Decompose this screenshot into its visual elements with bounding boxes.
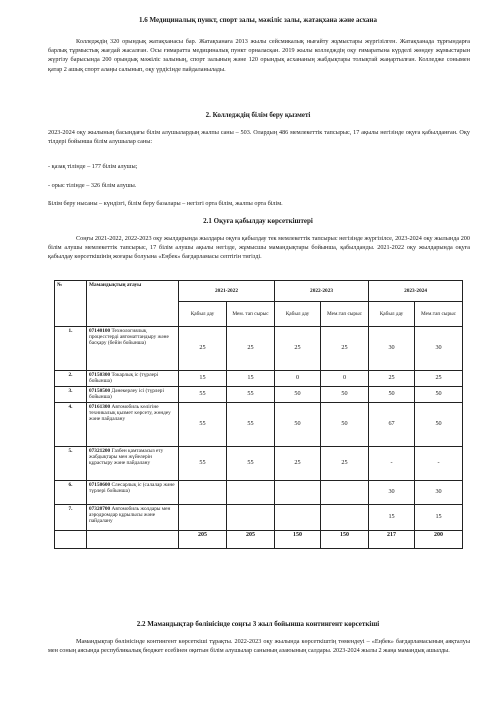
total-value: 200 — [415, 531, 463, 549]
table-row — [55, 371, 463, 387]
section-2-1-text: Соңғы 2021-2022, 2022-2023 оқу жылдарында жылдары оқуға қабылдау тек мемлекеттік тапсырыс негізінде жүргізілсе, 2023-2024 оқу жылында 200 білім алушы мемлекеттік тапсырыс, 17 білім алушы ақылы негізде, жұмысшы мамандықтары бойынша, қабылданды. 2021-2022 оқу жылдарында оқуға қабылдау көрсеткішінің жоғары болуына «Еңбек» бағдарламасы септігін тигізді. — [48, 235, 470, 261]
row-no: 2. — [55, 371, 87, 387]
specialty-name: Технологиялық процесстерді автоматтандыру және басқару (бейін бойынша) — [89, 328, 169, 347]
table-row — [55, 403, 463, 447]
cell-value: 25 — [369, 371, 415, 387]
specialty-name: Токарлық іс (түрлері бойынша) — [89, 372, 159, 385]
specialty-name: Автомобиль көлігіне техникалық қызмет көрсету, жөндеу және пайдалану — [89, 404, 171, 423]
section-2-title: 2. Колледждің білім беру қызметі — [205, 111, 311, 119]
row-specialty — [87, 327, 179, 371]
row-specialty — [87, 505, 179, 531]
row-no: 3. — [55, 387, 87, 403]
sub-admission: Қабыл дау — [275, 302, 321, 327]
cell-value: 50 — [415, 387, 463, 403]
table-row — [55, 327, 463, 371]
header-year-1: 2021-2022 — [179, 281, 275, 302]
specialty-code: 07140100 — [89, 328, 111, 334]
cell-value: 25 — [415, 371, 463, 387]
total-value: 150 — [321, 531, 369, 549]
section-2-1-body — [48, 234, 470, 262]
cell-value — [179, 505, 227, 531]
cell-value: 25 — [275, 447, 321, 481]
cell-value: 67 — [369, 403, 415, 447]
cell-value: 15 — [369, 505, 415, 531]
cell-value: 50 — [369, 387, 415, 403]
specialty-name: Слесарлық іс (салалар және түрлері бойынша) — [89, 482, 175, 495]
table-row — [55, 387, 463, 403]
header-year-3: 2023-2024 — [369, 281, 463, 302]
cell-value: 55 — [179, 403, 227, 447]
table-header-row — [55, 281, 463, 302]
row-specialty — [87, 481, 179, 505]
total-value: 205 — [179, 531, 227, 549]
totals-row — [55, 531, 463, 549]
cell-value: 30 — [369, 481, 415, 505]
sub-state-order: Мем. тап сырыс — [227, 302, 275, 327]
section-2-2-title: 2.2 Мамандықтар бөлінісінде соңғы 3 жыл бойынша контингент көрсеткіші — [136, 620, 380, 628]
cell-value: 55 — [227, 447, 275, 481]
total-value: 205 — [227, 531, 275, 549]
cell-value: 15 — [227, 371, 275, 387]
cell-value: 50 — [321, 403, 369, 447]
specialty-code: 07150300 — [89, 372, 111, 378]
table-row — [55, 447, 463, 481]
specialty-name: Газбен қамтамасыз ету жабдықтары мен жүйелерін құрастыру және пайдалану — [89, 448, 164, 467]
cell-value — [321, 481, 369, 505]
cell-value — [179, 481, 227, 505]
row-no: 1. — [55, 327, 87, 371]
cell-value: 55 — [227, 387, 275, 403]
totals-blank — [55, 531, 87, 549]
table-row — [55, 481, 463, 505]
specialty-code: 07320700 — [89, 506, 111, 512]
section-2-1-title: 2.1 Оқуға қабылдау көрсеткіштері — [203, 217, 313, 225]
cell-value — [275, 505, 321, 531]
sub-state-order: Мем.тап сырыс — [415, 302, 463, 327]
cell-value: 50 — [321, 387, 369, 403]
specialty-name: Автомобиль жолдары мен аэродромдар құрылысы және пайдалану — [89, 506, 171, 525]
cell-value: - — [369, 447, 415, 481]
section-2-2-body — [48, 637, 470, 655]
section-1-6-title: 1.6 Медициналық пункт, спорт залы, мәжіліс залы, жатақхана және асхана — [139, 16, 377, 24]
cell-value: 15 — [179, 371, 227, 387]
totals-blank — [87, 531, 179, 549]
cell-value: 15 — [415, 505, 463, 531]
section-1-6-text: Колледждің 320 орындық жатақханасы бар. Жатақханаға 2013 жылы сейсмикалық нығайту жұмыстары жүргізілген. Жатақханада тұрғындарға барлық тұрмыстық жағдай жасалған. Осы ғимаратта медициналық пункт орналасқан. 2019 жылы колледждің оқу ғимаратына күрделі жөндеу жұмыстарын жүргізу барысында 200 орындық мәжіліс залының, спорт залының және 120 орындық асхананың жабдықтары толықтай жаңартылған. Колледже сонымен қатар 2 ашық спорт алаңы салынып, оқу үрдісінде пайдаланылады. — [48, 38, 470, 73]
cell-value: 0 — [321, 371, 369, 387]
total-value: 150 — [275, 531, 321, 549]
section-2-body: 2023-2024 оқу жылының басындағы білім алушылардың жалпы саны – 503. Олардың 486 мемлекеттік тапсырыс, 17 ақылы негізінде оқуға қабылданған. Оқу тілдері бойынша білім алушылар саны: — [48, 129, 470, 146]
specialty-code: 07150500 — [89, 388, 111, 394]
sub-admission: Қабыл дау — [179, 302, 227, 327]
section-1-6-body — [48, 37, 470, 74]
row-no: 4. — [55, 403, 87, 447]
header-year-2: 2022-2023 — [275, 281, 369, 302]
cell-value: 50 — [275, 387, 321, 403]
row-specialty — [87, 403, 179, 447]
kazakh-count: - қазақ тілінде – 177 білім алушы; — [48, 163, 138, 170]
row-no: 6. — [55, 481, 87, 505]
row-no: 5. — [55, 447, 87, 481]
cell-value: 25 — [227, 327, 275, 371]
cell-value: 25 — [275, 327, 321, 371]
cell-value — [275, 481, 321, 505]
cell-value: 25 — [179, 327, 227, 371]
cell-value: 0 — [275, 371, 321, 387]
row-specialty — [87, 387, 179, 403]
row-specialty — [87, 447, 179, 481]
cell-value — [227, 481, 275, 505]
row-specialty — [87, 371, 179, 387]
cell-value: 50 — [415, 403, 463, 447]
cell-value: 30 — [415, 481, 463, 505]
specialty-code: 07321200 — [89, 448, 111, 454]
cell-value: 55 — [179, 447, 227, 481]
cell-value: 25 — [321, 447, 369, 481]
header-no: № — [55, 281, 87, 327]
admission-table — [54, 280, 463, 549]
specialty-name: Дәнекерлеу ісі (түрлері бойынша) — [89, 388, 164, 401]
cell-value: - — [415, 447, 463, 481]
education-forms: Білім беру нысаны – күндізгі, білім беру базалары – негізгі орта білім, жалпы орта білім. — [48, 200, 283, 207]
cell-value: 30 — [369, 327, 415, 371]
cell-value: 50 — [275, 403, 321, 447]
row-no: 7. — [55, 505, 87, 531]
cell-value — [227, 505, 275, 531]
section-2-2-text: Мамандықтар бөлінісінде контингент көрсеткіші тұрақты. 2022-2023 оқу жылында көрсеткіштің төмендеуі – «Еңбек» бағдарламасының аяқталуы мен соның аясында республикалық бюджет есебінен оқитын білім алушылар санының азаюының салдары. 2023-2024 жылы 2 жаңа мамандық ашылды. — [48, 638, 470, 655]
table-row — [55, 505, 463, 531]
sub-state-order: Мем.тап сырыс — [321, 302, 369, 327]
specialty-code: 07161300 — [89, 404, 111, 410]
total-value: 217 — [369, 531, 415, 549]
header-specialty: Мамандықтың атауы — [87, 281, 179, 327]
cell-value: 25 — [321, 327, 369, 371]
russian-count: - орыс тілінде – 326 білім алушы. — [48, 182, 137, 189]
cell-value: 55 — [227, 403, 275, 447]
cell-value: 55 — [179, 387, 227, 403]
cell-value — [321, 505, 369, 531]
specialty-code: 07150600 — [89, 482, 111, 488]
cell-value: 30 — [415, 327, 463, 371]
sub-admission: Қабыл дау — [369, 302, 415, 327]
